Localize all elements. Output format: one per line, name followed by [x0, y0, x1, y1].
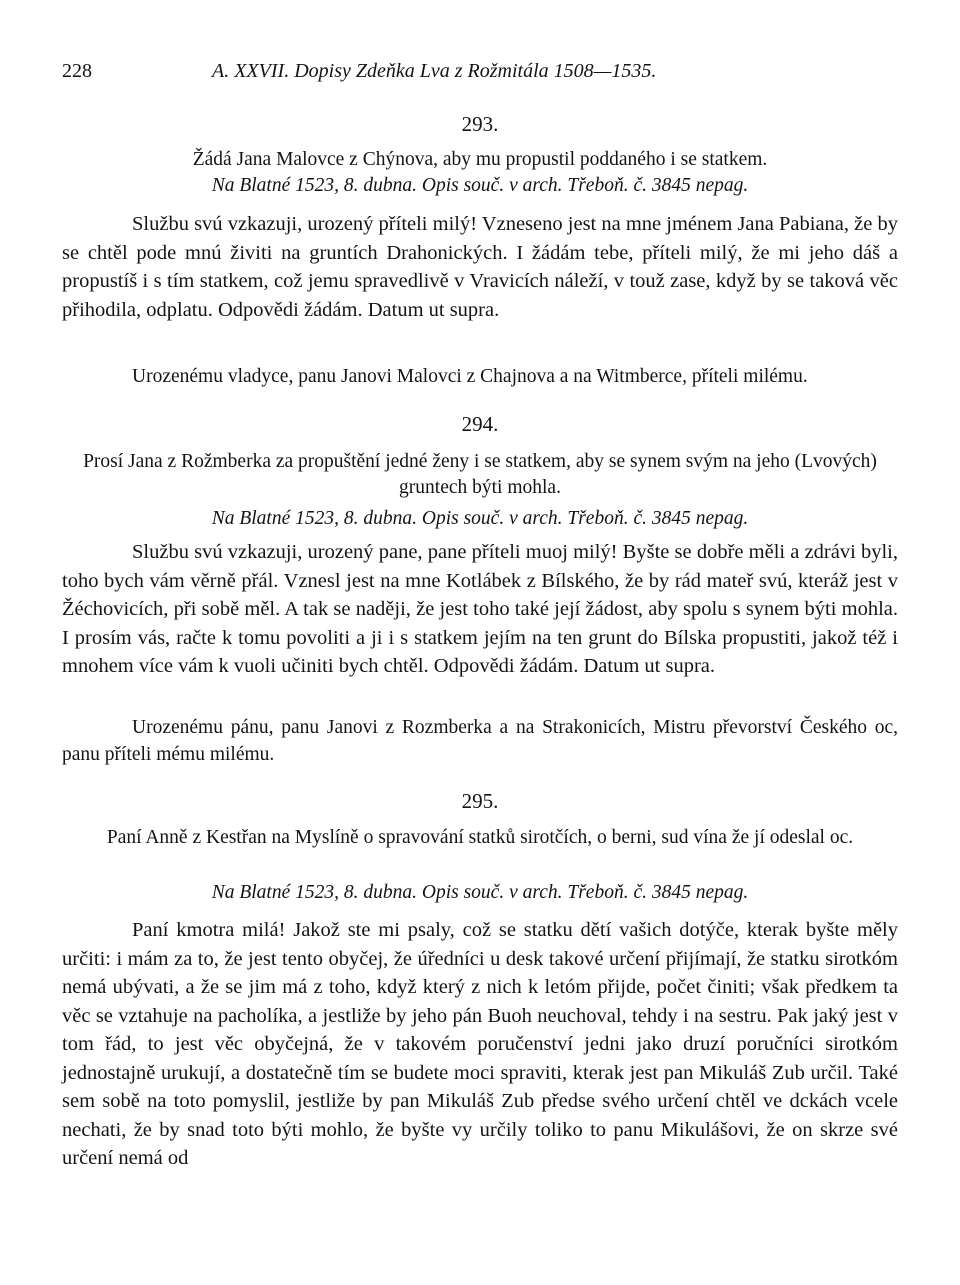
- document-page: [62, 0, 898, 1285]
- letter-summary-294: Prosí Jana z Rožmberka za propuštění jedné ženy i se statkem, aby se synem svým na jeho (Lvových) gruntech býti mohla.: [83, 451, 877, 498]
- letter-address-294: Urozenému pánu, panu Janovi z Rozmberka a na Strakonicích, Mistru převorství Českého oc, panu příteli mému milému.: [62, 717, 898, 765]
- page-number: 228: [62, 60, 92, 82]
- page-header: [62, 60, 898, 88]
- letter-number-293: 293.: [461, 112, 499, 136]
- letter-body-295: Paní kmotra milá! Jakož ste mi psaly, což se statku dětí vašich dotýče, kterak byšte měly určiti: i mám za to, že jest tento obyčej, že úředníci u desk takové určení přijímají, že statku sirotkóm nemá ubývati, a že se jim má z toho, když který z nich k letóm přijde, počet činiti; však předkem ta věc se vztahuje na pacholíka, a jestliže by jeho pán Buoh neuchoval, tehdy i na sestru. Pak jaký jest v tom řád, to jest věc obyčejná, že v takovém poručenství jedni jako druzí poručníci sirotkóm jednostajně urukují, a dostatečně tím se budete moci spraviti, kterak jest pan Mikuláš Zub určil. Také sem sobě na toto pomyslil, jestliže by pan Mikuláš Zub předse svého určení chtěl ve dckách vcele nechati, že by snad toto býti mohlo, že byšte vy určily toliko to panu Mikulášovi, že on skrze své určení nemá od: [62, 919, 898, 1169]
- letter-source-293: Na Blatné 1523, 8. dubna. Opis souč. v arch. Třeboň. č. 3845 nepag.: [211, 175, 749, 196]
- running-head: A. XXVII. Dopisy Zdeňka Lva z Rožmitála 1508—1535.: [212, 60, 657, 82]
- letter-number-295: 295.: [461, 789, 499, 813]
- letter-body-293: Službu svú vzkazuji, urozený příteli milý! Vzneseno jest na mne jménem Jana Pabiana, že by se chtěl pode mnú živiti na gruntích Drahonických. I žádám tebe, příteli milý, že mi jeho dáš a propustíš i s tím statkem, což jemu spravedlivě v Vravicích náleží, v touž zase, když by se taková věc přihodila, odplatu. Odpovědi žádám. Datum ut supra.: [62, 213, 898, 321]
- letter-source-294: Na Blatné 1523, 8. dubna. Opis souč. v arch. Třeboň. č. 3845 nepag.: [211, 508, 749, 529]
- letter-body-294: Službu svú vzkazuji, urozený pane, pane příteli muoj milý! Byšte se dobře měli a zdrávi byli, toho bych vám věrně přál. Vznesl jest na mne Kotlábek z Bílského, že by rád mateř svú, kteráž jest v Žéchovicích, při sobě měl. A tak se naději, že jest toho také její žádost, aby spolu s synem býti mohla. I prosím vás, račte k tomu povoliti a ji i s statkem jejím na ten grunt do Bílska propustiti, jakož též i mnohem více vám k vuoli učiniti bych chtěl. Odpovědi žádám. Datum ut supra.: [62, 541, 898, 677]
- letter-number-294: 294.: [461, 412, 499, 436]
- letter-address-293: Urozenému vladyce, panu Janovi Malovci z Chajnova a na Witmberce, příteli milému.: [132, 366, 808, 387]
- letter-source-295: Na Blatné 1523, 8. dubna. Opis souč. v arch. Třeboň. č. 3845 nepag.: [211, 882, 749, 903]
- letter-summary-295: Paní Anně z Kestřan na Myslíně o spravování statků sirotčích, o berni, sud vína že jí odeslal oc.: [106, 827, 854, 848]
- letter-summary-293: Žádá Jana Malovce z Chýnova, aby mu propustil poddaného i se statkem.: [192, 149, 768, 170]
